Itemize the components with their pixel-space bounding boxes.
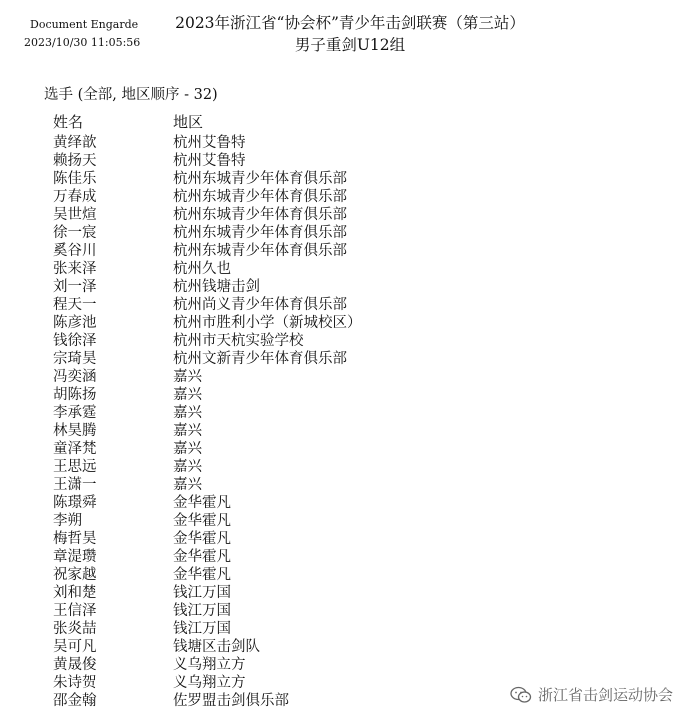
list-caption: 选手 (全部, 地区顺序 - 32) xyxy=(44,87,218,103)
athlete-region: 嘉兴 xyxy=(173,441,202,457)
athlete-name: 赖扬天 xyxy=(53,153,97,169)
column-header-region: 地区 xyxy=(173,113,204,131)
athlete-region: 嘉兴 xyxy=(173,405,202,421)
athlete-region: 杭州东城青少年体育俱乐部 xyxy=(173,189,347,205)
athlete-name: 陈璟舜 xyxy=(53,495,97,511)
athlete-region: 杭州东城青少年体育俱乐部 xyxy=(173,243,347,259)
athlete-name: 李朔 xyxy=(53,513,82,529)
athlete-name: 张来泽 xyxy=(53,261,97,277)
athlete-name: 王潇一 xyxy=(53,477,97,493)
athlete-region: 嘉兴 xyxy=(173,369,202,385)
athlete-region: 杭州文新青少年体育俱乐部 xyxy=(173,351,347,367)
document-subtitle: 男子重剑U12组 xyxy=(294,36,406,54)
timestamp: 2023/10/30 11:05:56 xyxy=(24,36,141,49)
athlete-region: 嘉兴 xyxy=(173,387,202,403)
document-title: 2023年浙江省“协会杯”青少年击剑联赛（第三站） xyxy=(175,14,525,32)
column-header-name: 姓名 xyxy=(53,113,84,131)
app-name: Document Engarde xyxy=(30,18,139,31)
athlete-region: 钱江万国 xyxy=(173,603,231,619)
athlete-region: 金华霍凡 xyxy=(173,513,231,529)
athlete-name: 王信泽 xyxy=(53,603,97,619)
athlete-name: 章湜瓒 xyxy=(53,549,97,565)
athlete-region: 杭州艾鲁特 xyxy=(173,135,246,151)
athlete-name: 陈佳乐 xyxy=(53,171,97,187)
athlete-region: 杭州尚义青少年体育俱乐部 xyxy=(173,297,347,313)
watermark-text: 浙江省击剑运动协会 xyxy=(537,686,673,704)
athlete-name: 徐一宸 xyxy=(53,225,97,241)
wechat-icon xyxy=(510,686,532,704)
athlete-name: 林昊腾 xyxy=(53,423,97,439)
athlete-name: 黄绎歆 xyxy=(53,135,97,151)
watermark xyxy=(510,684,673,705)
athlete-region: 杭州东城青少年体育俱乐部 xyxy=(173,171,347,187)
athlete-name: 钱徐泽 xyxy=(53,333,97,349)
athlete-region: 杭州东城青少年体育俱乐部 xyxy=(173,225,347,241)
athlete-name: 刘一泽 xyxy=(53,279,97,295)
athlete-region: 金华霍凡 xyxy=(173,495,231,511)
athlete-name: 刘和楚 xyxy=(53,585,97,601)
athlete-region: 金华霍凡 xyxy=(173,531,231,547)
athlete-region: 钱江万国 xyxy=(173,585,231,601)
athlete-region: 金华霍凡 xyxy=(173,549,231,565)
athlete-region: 嘉兴 xyxy=(173,459,202,475)
athlete-name: 胡陈扬 xyxy=(53,387,97,403)
athlete-name: 祝家越 xyxy=(53,567,97,583)
athlete-region: 钱塘区击剑队 xyxy=(173,639,260,655)
athlete-name: 万春成 xyxy=(53,189,97,205)
athlete-region: 金华霍凡 xyxy=(173,567,231,583)
athlete-region: 义乌翔立方 xyxy=(173,657,246,673)
athlete-name: 朱诗贺 xyxy=(53,675,97,691)
athlete-name: 吴可凡 xyxy=(53,639,97,655)
athlete-region: 杭州钱塘击剑 xyxy=(173,279,260,295)
athlete-region: 杭州东城青少年体育俱乐部 xyxy=(173,207,347,223)
athlete-region: 佐罗盟击剑俱乐部 xyxy=(173,693,289,709)
athlete-region: 杭州久也 xyxy=(173,261,231,277)
athlete-region: 义乌翔立方 xyxy=(173,675,246,691)
athlete-name: 黄晟俊 xyxy=(53,657,97,673)
athlete-region: 杭州艾鲁特 xyxy=(173,153,246,169)
athlete-name: 梅哲昊 xyxy=(53,531,97,547)
athlete-name: 张炎喆 xyxy=(53,621,97,637)
athlete-name: 童泽梵 xyxy=(53,441,97,457)
athlete-name: 王思远 xyxy=(53,459,97,475)
athlete-name: 李承霆 xyxy=(53,405,97,421)
athlete-name: 程天一 xyxy=(53,297,97,313)
athlete-region: 杭州市天杭实验学校 xyxy=(173,333,304,349)
athlete-region: 嘉兴 xyxy=(173,423,202,439)
athlete-name: 陈彦池 xyxy=(53,315,97,331)
athlete-name: 邵金翰 xyxy=(53,693,97,709)
athlete-region: 钱江万国 xyxy=(173,621,231,637)
athlete-region: 嘉兴 xyxy=(173,477,202,493)
athlete-region: 杭州市胜利小学（新城校区） xyxy=(173,315,362,331)
athlete-name: 冯奕涵 xyxy=(53,369,97,385)
athlete-name: 奚谷川 xyxy=(53,243,97,259)
athlete-name: 宗琦昊 xyxy=(53,351,97,367)
athlete-name: 吴世煊 xyxy=(53,207,97,223)
